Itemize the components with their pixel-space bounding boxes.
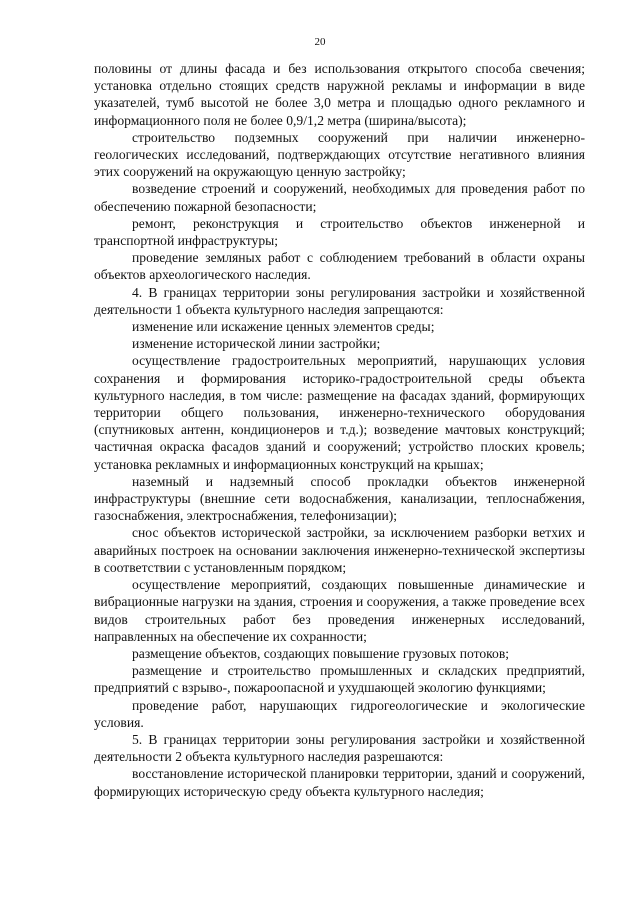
paragraph: размещение объектов, создающих повышение грузовых потоков; bbox=[132, 645, 510, 661]
paragraph: строительство подземных сооружений при наличии инженерно-геологических исследований, подтверждающих отсутствие негативного влияния этих сооружений на окружающую ценную застройку; bbox=[94, 129, 585, 180]
paragraph: изменение исторической линии застройки; bbox=[132, 336, 381, 352]
paragraph: восстановление исторической планировки территории, зданий и сооружений, формирующих историческую среду объекта культурного наследия; bbox=[94, 766, 585, 799]
paragraph: снос объектов исторической застройки, за исключением разборки ветхих и аварийных построек на основании заключения инженерно-технической экспертизы в соответствии с установленным порядком; bbox=[94, 525, 585, 575]
paragraph: осуществление мероприятий, создающих повышенные динамические и вибрационные нагрузки на здания, строения и сооружения, а также проведение всех видов строительных работ без проведения инженерных исследований, направленных на обеспечение их сохранности; bbox=[94, 577, 585, 644]
document-body bbox=[94, 60, 585, 800]
page-number: 20 bbox=[314, 36, 326, 48]
paragraph: проведение земляных работ с соблюдением требований в области охраны объектов археологического наследия. bbox=[94, 250, 585, 283]
paragraph: наземный и надземный способ прокладки объектов инженерной инфраструктуры (внешние сети водоснабжения, канализации, теплоснабжения, газоснабжения, электроснабжения, телефонизации); bbox=[94, 473, 585, 524]
paragraph: возведение строений и сооружений, необходимых для проведения работ по обеспечению пожарной безопасности; bbox=[94, 181, 585, 214]
paragraph: изменение или искажение ценных элементов среды; bbox=[132, 319, 435, 335]
paragraph: размещение и строительство промышленных и складских предприятий, предприятий с взрыво-, пожароопасной и ухудшающей экологию функциями; bbox=[94, 663, 585, 696]
paragraph: проведение работ, нарушающих гидрогеологические и экологические условия. bbox=[94, 697, 585, 730]
paragraph: осуществление градостроительных мероприятий, нарушающих условия сохранения и формирования историко-градостроительной среды объекта культурного наследия, в том числе: размещение на фасадах зданий, формирующих территории общего пользования, инженерно-технического оборудования (спутниковых антенн, кондиционеров и т.д.); возведение мачтовых конструкций; частичная окраска фасадов зданий и сооружений; устройство плоских кровель; установка рекламных и информационных конструкций на крышах; bbox=[94, 353, 585, 472]
section-heading-paragraph: 4. В границах территории зоны регулирования застройки и хозяйственной деятельности 1 объекта культурного наследия запрещаются: bbox=[94, 284, 585, 317]
paragraph: половины от длины фасада и без использования открытого способа свечения; установка отдельно стоящих средств наружной рекламы и информации в виде указателей, тумб высотой не более 3,0 метра и площадью одного рекламного и информационного поля не более 0,9/1,2 метра (ширина/высота); bbox=[94, 61, 585, 128]
section-heading-paragraph: 5. В границах территории зоны регулирования застройки и хозяйственной деятельности 2 объекта культурного наследия разрешаются: bbox=[94, 731, 585, 765]
paragraph: ремонт, реконструкция и строительство объектов инженерной и транспортной инфраструктуры; bbox=[94, 215, 585, 249]
